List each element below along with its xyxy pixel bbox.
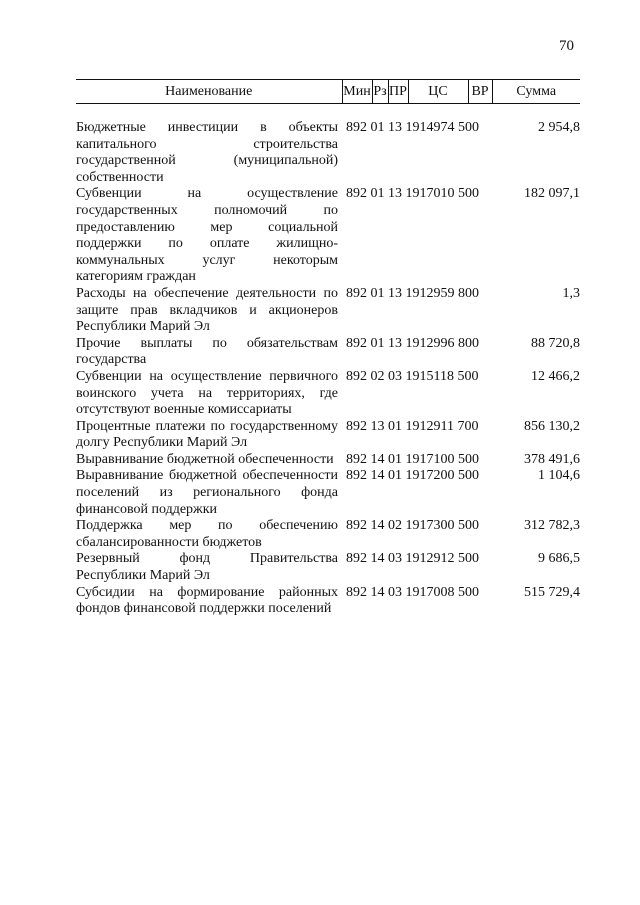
table-row [76,336,580,369]
row-sum: 88 720,8 [531,335,580,351]
row-codes: 892 01 13 1917010 500 [346,186,479,202]
budget-table-container [76,79,580,618]
row-sum: 12 466,2 [531,368,580,384]
row-sum: 378 491,6 [524,451,580,467]
row-name: Бюджетные инвестиции в объекты капитального строительства государственной (муниципальной) собственности [76,120,338,185]
row-name: Выравнивание бюджетной обеспеченности [76,451,334,467]
table-row [76,468,580,518]
row-name: Поддержка мер по обеспечению сбалансированности бюджетов [76,518,338,550]
table-body [76,104,580,618]
table-row [76,369,580,419]
row-sum: 182 097,1 [524,186,580,202]
row-codes: 892 01 13 1912959 800 [346,285,479,301]
table-row [76,104,580,187]
row-sum: 1,3 [562,285,580,301]
header-sum: Сумма [492,80,580,104]
table-row [76,551,580,584]
table-row [76,286,580,336]
row-sum: 2 954,8 [538,120,580,135]
row-name: Субвенции на осуществление первичного воинского учета на территориях, где отсутствуют военные комиссариаты [76,368,338,418]
table-row [76,585,580,618]
row-codes: 892 01 13 1912996 800 [346,335,479,351]
row-sum: 856 130,2 [524,418,580,434]
row-name: Прочие выплаты по обязательствам государства [76,335,338,368]
row-codes: 892 14 03 1912912 500 [346,551,479,567]
header-name: Наименование [76,80,342,104]
row-name: Субвенции на осуществление государственных полномочий по предоставлению мер социальной поддержки по оплате жилищно-коммунальных услуг некоторым категориям граждан [76,186,338,285]
row-codes: 892 13 01 1912911 700 [346,418,479,434]
row-codes: 892 14 02 1917300 500 [346,518,479,534]
table-header [76,80,580,104]
table-row [76,518,580,551]
header-vr: ВР [468,80,492,104]
row-name: Выравнивание бюджетной обеспеченности поселений из регионального фонда финансовой поддержки [76,468,338,517]
row-name: Субсидии на формирование районных фондов финансовой поддержки поселений [76,584,338,617]
page-number: 70 [559,38,574,54]
row-sum: 9 686,5 [538,551,580,567]
row-name: Процентные платежи по государственному долгу Республики Марий Эл [76,418,338,451]
row-codes: 892 14 03 1917008 500 [346,584,479,600]
table-row [76,452,580,469]
table-row [76,186,580,286]
row-codes: 892 14 01 1917200 500 [346,468,479,484]
row-codes: 892 01 13 1914974 500 [346,120,479,135]
header-min: Мин [342,80,372,104]
table-row [76,419,580,452]
row-name: Резервный фонд Правительства Республики Марий Эл [76,551,338,584]
row-codes: 892 14 01 1917100 500 [346,451,479,467]
row-codes: 892 02 03 1915118 500 [346,368,479,384]
row-sum: 312 782,3 [524,518,580,534]
row-sum: 515 729,4 [524,584,580,600]
header-pr: ПР [388,80,408,104]
budget-table [76,79,580,618]
header-rz: Рз [372,80,388,104]
row-sum: 1 104,6 [538,468,580,484]
header-cs: ЦС [408,80,468,104]
row-name: Расходы на обеспечение деятельности по защите прав вкладчиков и акционеров Республики Марий Эл [76,285,338,335]
